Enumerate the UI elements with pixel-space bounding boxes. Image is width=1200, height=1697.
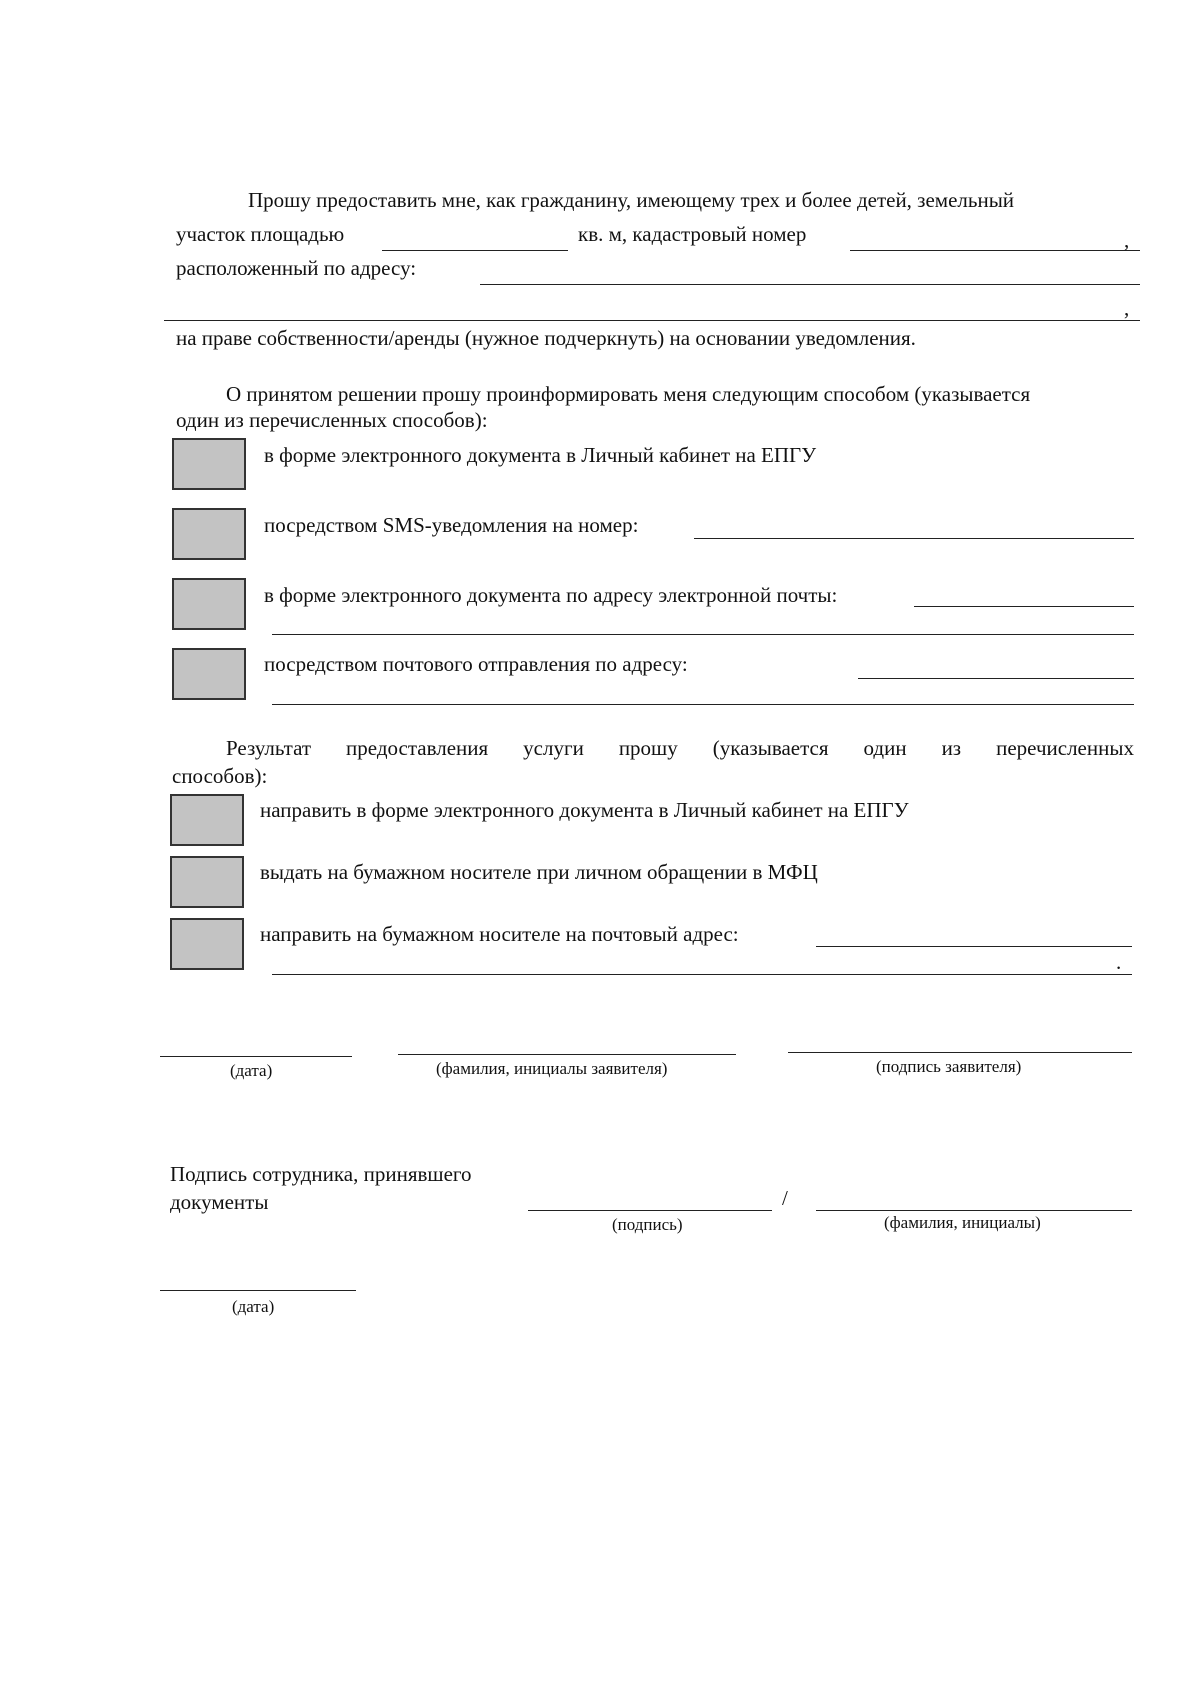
employee-signature-field[interactable] <box>528 1210 772 1211</box>
notify-intro-line-2: один из перечисленных способов): <box>176 408 488 432</box>
area-field[interactable] <box>382 250 568 251</box>
applicant-signature-field[interactable] <box>788 1052 1132 1053</box>
comma: , <box>1124 296 1130 320</box>
option-label: выдать на бумажном носителе при личном обращении в МФЦ <box>260 860 818 884</box>
postal-address-field-line-1[interactable] <box>858 678 1134 679</box>
date-caption: (дата) <box>230 1061 273 1080</box>
option-label: посредством почтового отправления по адресу: <box>264 652 688 676</box>
area-unit-label: кв. м, кадастровый номер <box>578 222 807 246</box>
checkbox-notify-sms[interactable] <box>172 508 246 560</box>
comma: , <box>1124 228 1130 252</box>
option-label: в форме электронного документа в Личный кабинет на ЕПГУ <box>264 443 817 467</box>
option-label: в форме электронного документа по адресу электронной почты: <box>264 583 838 607</box>
result-intro-line-1 <box>226 738 1134 759</box>
employee-date-field[interactable] <box>160 1290 356 1291</box>
intro-word: (указывается <box>712 736 829 760</box>
notify-intro-line-1: О принятом решении прошу проинформировать меня следующим способом (указывается <box>226 382 1031 406</box>
applicant-name-caption: (фамилия, инициалы заявителя) <box>436 1059 668 1078</box>
phone-number-field[interactable] <box>694 538 1134 539</box>
employee-label-line-2: документы <box>170 1190 269 1214</box>
employee-name-field[interactable] <box>816 1210 1132 1211</box>
intro-word: из <box>941 736 962 760</box>
cadastral-number-field[interactable] <box>850 250 1140 251</box>
postal-address-field-line-2[interactable] <box>272 704 1134 705</box>
intro-word: перечисленных <box>996 736 1134 760</box>
checkbox-notify-email[interactable] <box>172 578 246 630</box>
checkbox-result-mfc[interactable] <box>170 856 244 908</box>
applicant-signature-caption: (подпись заявителя) <box>876 1057 1022 1076</box>
checkbox-result-epgu[interactable] <box>170 794 244 846</box>
address-label: расположенный по адресу: <box>176 256 417 280</box>
intro-word: Результат <box>226 736 312 760</box>
applicant-name-field[interactable] <box>398 1054 736 1055</box>
email-field-line-2[interactable] <box>272 634 1134 635</box>
result-postal-address-field-line-2[interactable] <box>272 974 1132 975</box>
checkbox-notify-epgu[interactable] <box>172 438 246 490</box>
result-intro-line-2: способов): <box>172 764 268 788</box>
address-field-line-2[interactable] <box>164 320 1140 321</box>
employee-label-line-1: Подпись сотрудника, принявшего <box>170 1162 472 1186</box>
intro-word: услуги <box>523 736 584 760</box>
result-postal-address-field-line-1[interactable] <box>816 946 1132 947</box>
date-field[interactable] <box>160 1056 352 1057</box>
area-label: участок площадью <box>176 222 345 246</box>
slash-separator: / <box>782 1186 788 1210</box>
option-label: направить на бумажном носителе на почтовый адрес: <box>260 922 739 946</box>
employee-name-caption: (фамилия, инициалы) <box>884 1213 1041 1232</box>
option-label: посредством SMS-уведомления на номер: <box>264 513 639 537</box>
basis-text: на праве собственности/аренды (нужное подчеркнуть) на основании уведомления. <box>176 326 916 350</box>
employee-signature-caption: (подпись) <box>612 1215 683 1234</box>
employee-date-caption: (дата) <box>232 1297 275 1316</box>
option-label: направить в форме электронного документа в Личный кабинет на ЕПГУ <box>260 798 909 822</box>
email-field-line-1[interactable] <box>914 606 1134 607</box>
intro-word: предоставления <box>346 736 489 760</box>
intro-word: один <box>863 736 907 760</box>
intro-word: прошу <box>618 736 678 760</box>
address-field-line-1[interactable] <box>480 284 1140 285</box>
checkbox-notify-post[interactable] <box>172 648 246 700</box>
request-line-1: Прошу предоставить мне, как гражданину, имеющему трех и более детей, земельный <box>248 188 1015 212</box>
checkbox-result-post[interactable] <box>170 918 244 970</box>
period: . <box>1116 950 1122 974</box>
